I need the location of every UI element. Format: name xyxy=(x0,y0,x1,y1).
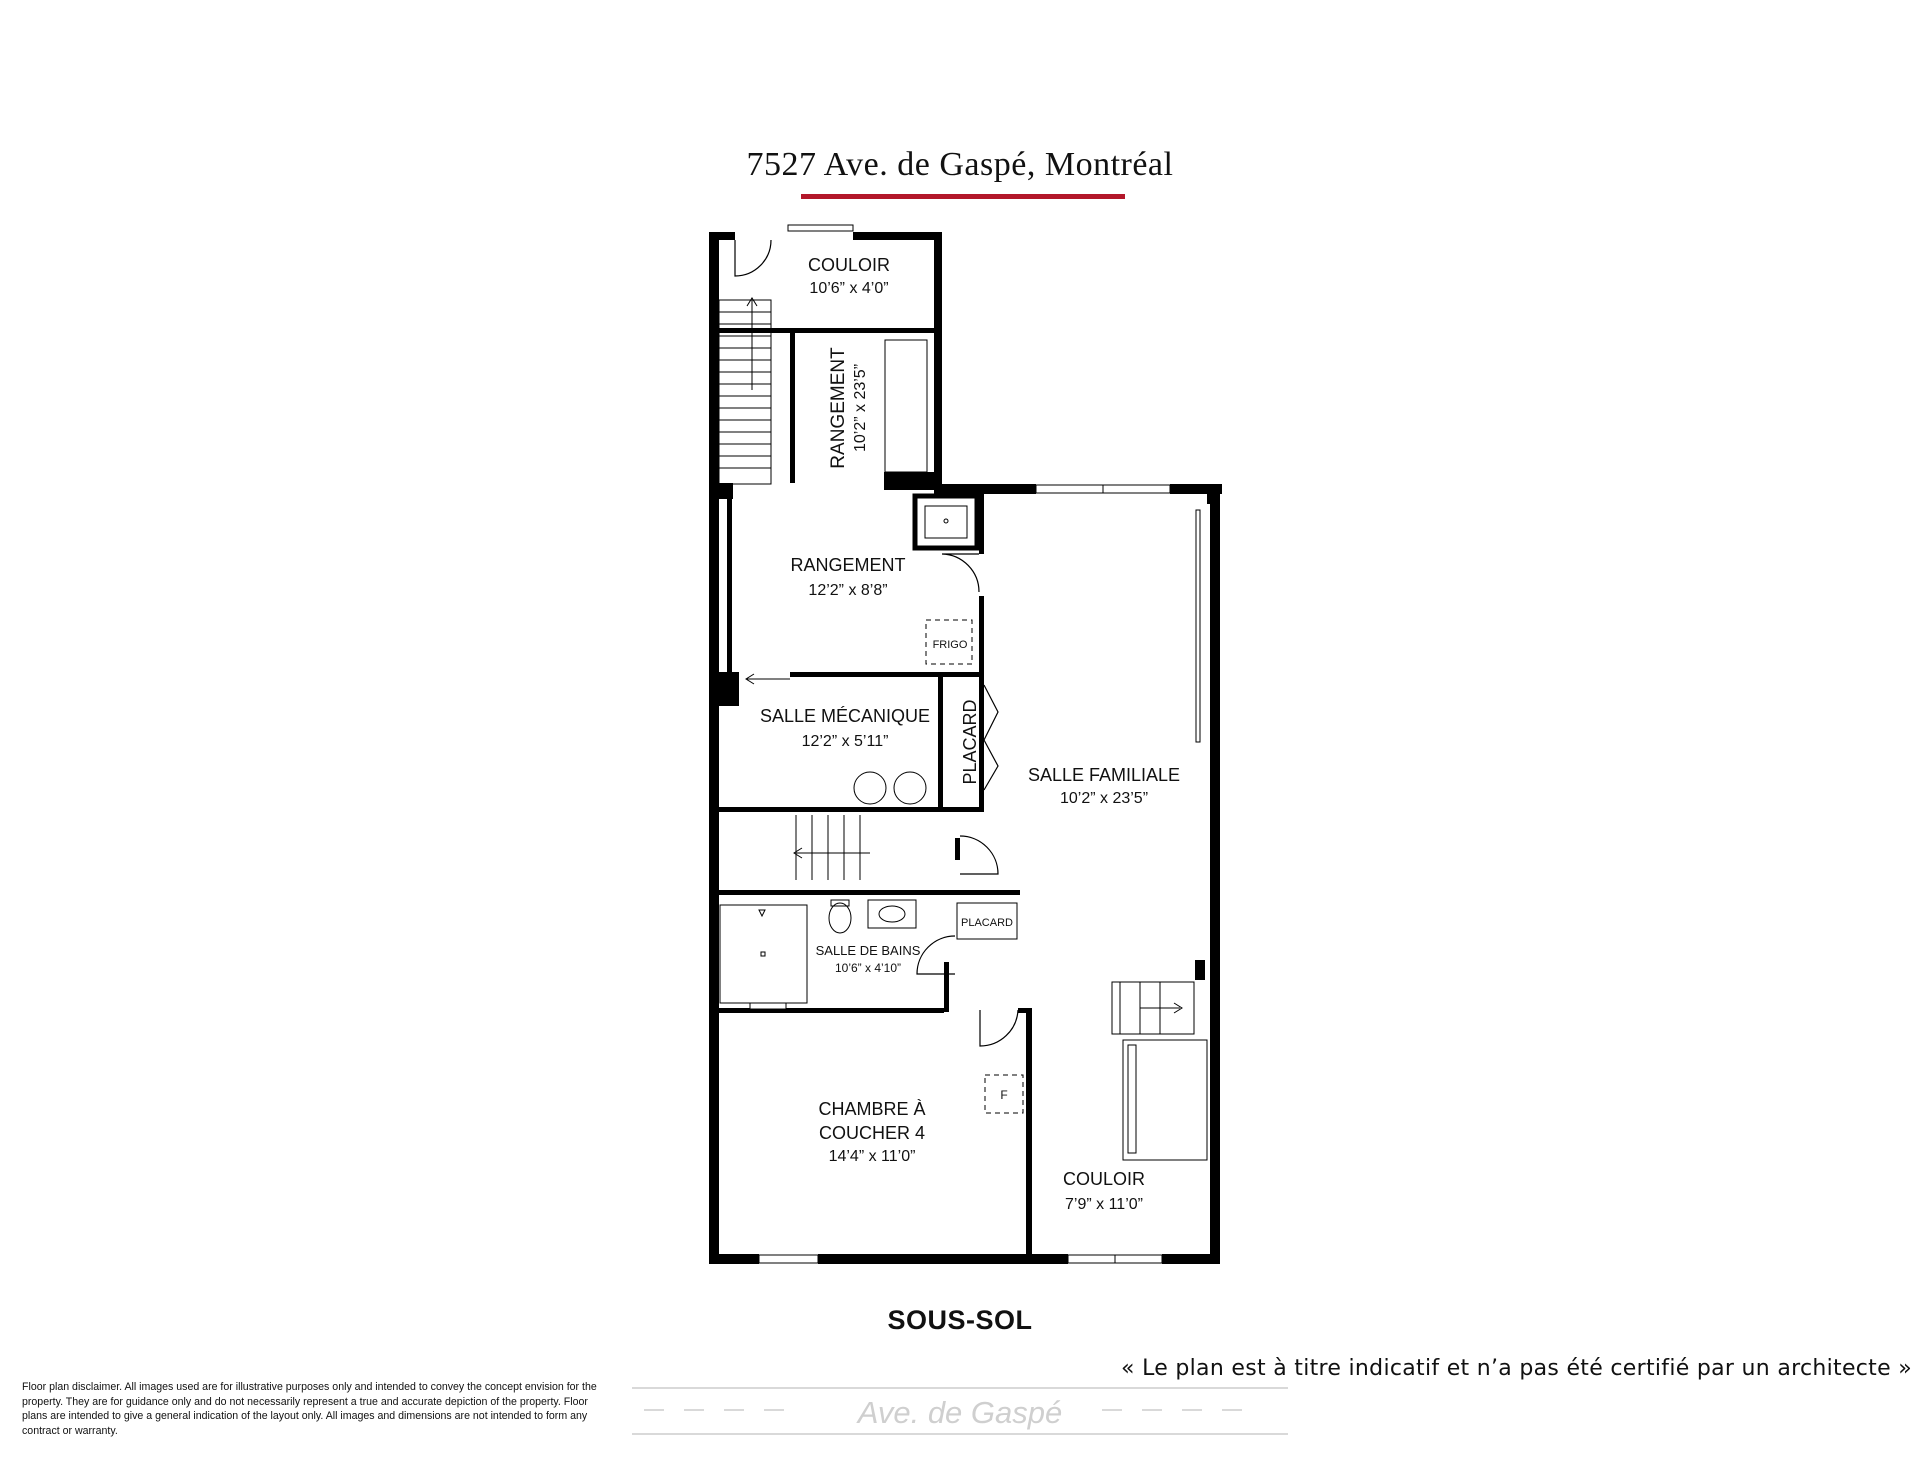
street-dash xyxy=(1182,1409,1202,1411)
room-chambre-name-1: CHAMBRE À xyxy=(818,1099,926,1119)
room-placard-small-name: PLACARD xyxy=(961,917,1013,929)
street-name: Ave. de Gaspé xyxy=(857,1395,1063,1430)
street-dash xyxy=(1142,1409,1162,1411)
room-salle-de-bains-dims: 10’6” x 4’10” xyxy=(834,961,902,975)
room-couloir-top-name: COULOIR xyxy=(807,255,891,275)
stairs-upper xyxy=(719,298,927,484)
room-chambre-dims: 14’4” x 11’0” xyxy=(828,1148,916,1165)
level-name: SOUS-SOL xyxy=(887,1305,1033,1335)
certification-note: « Le plan est à titre indicatif et n’a pas été certifié par un architecte » xyxy=(1121,1356,1912,1381)
room-couloir-bottom-dims: 7’9” x 11’0” xyxy=(1065,1196,1143,1213)
street-indicator xyxy=(632,1387,1288,1435)
room-chambre-name-2: COUCHER 4 xyxy=(818,1123,926,1143)
frigo-label: FRIGO xyxy=(932,639,968,651)
street-line-top xyxy=(632,1387,1288,1389)
room-couloir-top-dims: 10’6” x 4’0” xyxy=(809,280,889,297)
street-dash xyxy=(1102,1409,1122,1411)
room-salle-familiale-dims: 10’2” x 23’5” xyxy=(1059,790,1149,807)
room-labels xyxy=(760,255,1180,1213)
room-salle-mecanique-dims: 12’2” x 5’11” xyxy=(801,733,889,750)
room-rangement-name: RANGEMENT xyxy=(790,555,906,575)
room-salle-familiale-name: SALLE FAMILIALE xyxy=(1027,765,1181,785)
floor-plan-disclaimer: Floor plan disclaimer. All images used are for illustrative purposes only and intended to convey the concept envision for the property. They are for guidance only and do not necessarily represent a true and accurate depiction of the property. Floor plans are intended to give a general indication of the layout only. All images and dimensions are not intended to form any contract or warranty. xyxy=(22,1381,597,1437)
room-salle-mecanique-name: SALLE MÉCANIQUE xyxy=(759,706,931,726)
fireplace-label: F xyxy=(1000,1088,1008,1102)
room-couloir-bottom-name: COULOIR xyxy=(1062,1169,1146,1189)
street-line-bottom xyxy=(632,1433,1288,1435)
property-address-title: 7527 Ave. de Gaspé, Montréal xyxy=(746,146,1174,183)
room-rangement-vertical-dims: 10’2” x 23’5” xyxy=(852,363,869,453)
room-placard-vertical-name: PLACARD xyxy=(960,699,980,785)
room-salle-de-bains-name: SALLE DE BAINS xyxy=(815,943,921,958)
room-rangement-vertical-name: RANGEMENT xyxy=(828,347,849,469)
street-dash xyxy=(1222,1409,1242,1411)
room-rangement-dims: 12’2” x 8’8” xyxy=(808,582,888,599)
